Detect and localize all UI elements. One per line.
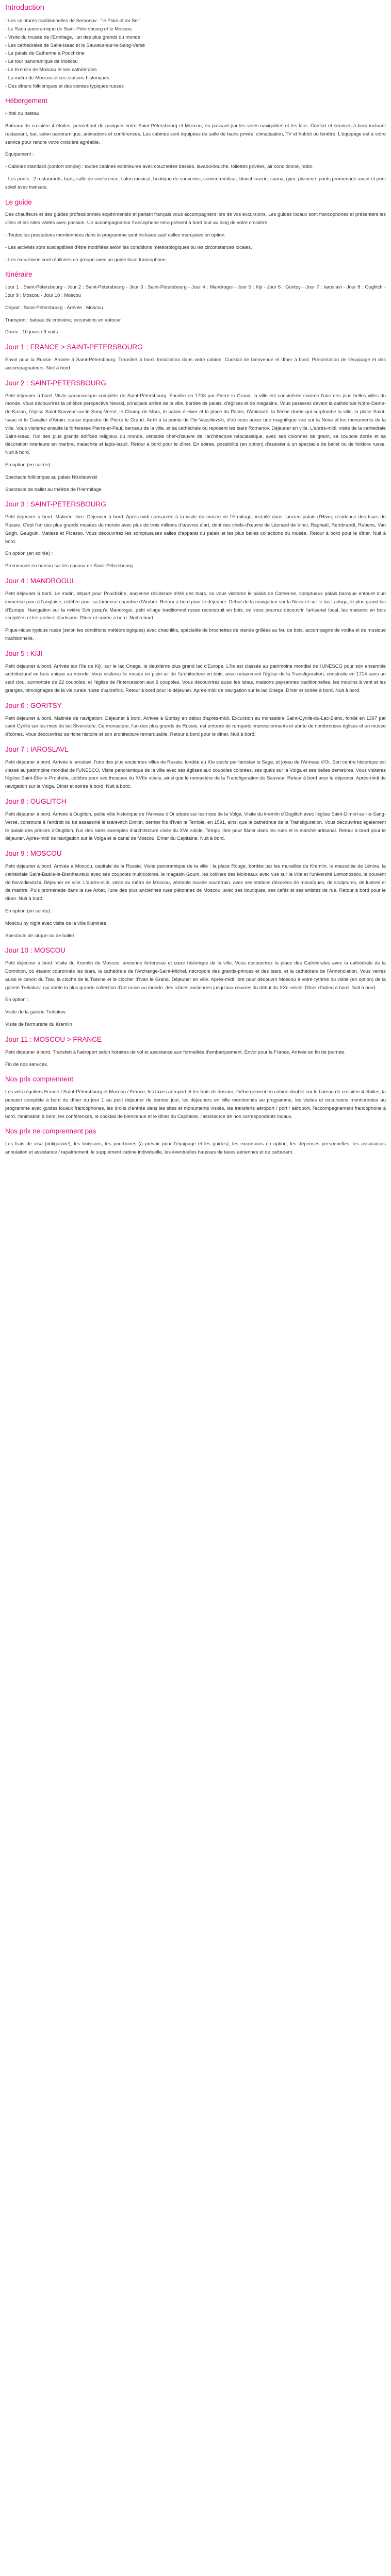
section-nos-prix-ne-comprennent-pas <box>5 1127 386 1156</box>
paragraph: Visite de l'armurerie du Kremlin <box>5 1021 72 1027</box>
paragraph: - Cabines standard (confort simple) : toutes cabines extérieures avec couchettes basses, lavabo/douche, toilettes privées, air conditionné, radio. <box>5 163 314 170</box>
list-item: - La métro de Moscou et ses stations historiques <box>5 74 109 80</box>
paragraph: Petit déjeuner à bord. Matinée libre. Déjeuner à bord. Après-midi consacrée à la visite du musée de l'Ermitage, installé dans l'ancien palais d'Hiver, résidence des tsars de Russie. C'est l'un des plus grands musées du monde avec plus de trois millions d'œuvres d'art, dont des chefs-d'œuvre de Léonard de Vinci, Raphaël, Rembrandt, Rubens, Van Gogh, Gauguin, Matisse et Picasso. Vous découvrirez les somptueuses salles d'apparat du palais et les plus belles collections du musée. Retour à bord pour le dîner. Nuit à bord. <box>5 514 386 544</box>
document-page <box>0 0 391 1176</box>
paragraph: - Les ponts : 2 restaurants, bars, salle de conférence, salon musical, boutique de souvenirs, service médical, blanchisserie, sauna, gym, plusieurs ponts promenade avant et pont soleil avec transats. <box>5 175 386 190</box>
list-item: - Les cathédrales de Saint-Isaac et le Sauveur-sur-le-Sang-Versé <box>5 42 145 48</box>
paragraph: Petit déjeuner à bord. Le matin, départ pour Pouchkine, ancienne résidence d'été des tsars, où vous visiterez le palais de Catherine, somptueux palais baroque entouré d'un immense parc à l'anglaise, célèbre pour sa fameuse chambre d'Ambre. Retour à bord pour le déjeuner. Début de la navigation sur la Neva et sur le lac Ladoga, le plus grand lac d'Europe. Navigation sur la rivière Svir jusqu'à Mandrogui, petit village traditionnel russe reconstruit en bois, où vous pourrez découvrir l'artisanat local, les maisons en bois sculptées et les ateliers d'artisans. Dîner et soirée à bord. Nuit à bord. <box>5 590 386 621</box>
paragraph: Les vols réguliers France / Saint-Pétersbourg et Moscou / France, les taxes aéroport et les frais de dossier, l'hébergement en cabine double sur le bateau de croisière 4 étoiles, la pension complète à bord du dîner du jour 1 au petit déjeuner du dernier jour, les déjeuners en ville mentionnés au programme, les visites et excursions mentionnées au programme avec guides locaux francophones, les droits d'entrée dans les sites et monuments visités, les transferts aéroport / port / aéroport, l'accompagnement francophone à bord, l'animation à bord, les conférences, le cocktail de bienvenue et le dîner du Capitaine, l'assistance de nos correspondants locaux. <box>5 1089 386 1119</box>
highlights-list <box>5 16 386 90</box>
list-item: - Le Kremlin de Moscou et ses cathédrales <box>5 66 97 72</box>
paragraph: En option (en soirée) : <box>5 461 53 467</box>
section-heading: Itinéraire <box>5 270 32 279</box>
paragraph: Fin de nos services. <box>5 1061 48 1067</box>
list-item: - Des dîners folkloriques et des soirées typiques russes <box>5 82 124 89</box>
section-jour-6-goritsy <box>5 702 386 738</box>
section-jour-8-ouglitch <box>5 798 386 842</box>
section-jour-2-saint-petersbourg <box>5 379 386 494</box>
paragraph: Équipement : <box>5 151 34 157</box>
paragraph: Des chauffeurs et des guides professionnels expérimentés et parlant français vous accompagnent lors de vos excursions. Les guides locaux sont francophones et présentent les villes et les sites visités avec passion. Un accompagnateur francophone sera présent à bord tout au long de votre croisière. <box>5 211 386 226</box>
paragraph: Les frais de visa (obligatoire), les boissons, les pourboires (à prévoir pour l'équipage et les guides), les excursions en option, les dépenses personnelles, les assurances annulation et assistance / rapatriement, le supplément cabine individuelle, les éventuelles hausses de taxes aériennes et de carburant. <box>5 1141 386 1155</box>
section-heading: Jour 11 : MOSCOU > FRANCE <box>5 1035 102 1043</box>
paragraph: Pique-nique typique russe (selon les conditions météorologiques) avec chachliks, spécialité de brochettes de viande grillées au feu de bois, accompagné de vodka et de musique traditionnelle. <box>5 627 386 641</box>
section-jour-5-kiji <box>5 650 386 694</box>
paragraph: Spectacle folklorique au palais Nikolaievski <box>5 473 97 480</box>
paragraph: Petit déjeuner à bord. Matinée de navigation. Déjeuner à bord. Arrivée à Goritsy en début d'après-midi. Excursion au monastère Saint-Cyrille-du-Lac-Blanc, fondé en 1397 par saint Cyrille sur les rives du lac Siverskoïe. Ce monastère, l'un des plus grands de Russie, est entouré de remparts impressionnants et abrite de nombreuses églises et un musée d'icônes. Vous découvrirez sa riche histoire et son architecture remarquable. Retour à bord pour le dîner. Nuit à bord. <box>5 715 386 737</box>
list-item: - Les ceintures traditionnelles de Semonov : "le Plain of du Sel" <box>5 18 141 24</box>
section-hebergement <box>5 97 386 191</box>
section-heading: Jour 6 : GORITSY <box>5 701 62 709</box>
list-item: - Le palais de Catherine à Pouchkine <box>5 50 85 56</box>
paragraph: En option : <box>5 996 28 1003</box>
paragraph: - Les activités sont susceptibles d'être modifiées selon les conditions météorologiques ou les circonstances locales. <box>5 244 252 250</box>
section-heading: Jour 7 : IAROSLAVL <box>5 745 69 754</box>
section-heading: Jour 10 : MOSCOU <box>5 946 66 955</box>
section-heading: Nos prix comprennent <box>5 1075 74 1083</box>
section-jour-7-iaroslavl <box>5 745 386 790</box>
section-heading: Hébergement <box>5 97 47 105</box>
section-jour-9-moscou <box>5 850 386 939</box>
section-nos-prix-comprennent <box>5 1075 386 1120</box>
paragraph: Petit déjeuner à bord. Visite du Kremlin de Moscou, ancienne forteresse et cœur historique de la ville. Vous découvrirez la place des Cathédrales avec la cathédrale de la Dormition, où étaient couronnés les tsars, la cathédrale de l'Archange-Saint-Michel, nécropole des grands-princes et des tsars, et la cathédrale de l'Annonciation. Vous verrez aussi le canon du Tsar, la cloche de la Tsarine et le clocher d'Ivan le Grand. Déjeuner en ville. Après-midi libre pour découvrir Moscou à votre rythme ou visite (en option) de la galerie Tretiakov, qui abrite la plus grande collection d'art russe au monde, des icônes anciennes jusqu'aux œuvres du début du XXe siècle. Dîner d'adieu à bord. Nuit à bord. <box>5 960 386 990</box>
list-item: - Visite du musée de l'Ermitage, l'un des plus grands du monde <box>5 33 140 40</box>
paragraph: En option (en soirée) : <box>5 908 53 913</box>
section-jour-4-mandrogui <box>5 577 386 642</box>
paragraph: Départ : Saint-Pétersbourg - Arrivée : Moscou <box>5 304 103 310</box>
section-heading: Jour 8 : OUGLITCH <box>5 798 67 806</box>
paragraph: Promenade en bateau sur les canaux de Saint-Pétersbourg <box>5 563 133 569</box>
section-jour-1-france-saint-petersbourg <box>5 343 386 371</box>
highlights-list <box>5 109 386 117</box>
paragraph: Visite de la galerie Tretiakov <box>5 1009 66 1015</box>
section-heading: Introduction <box>5 4 44 12</box>
paragraph: Petit déjeuner à bord. Visite panoramique complète de Saint-Pétersbourg. Fondée en 1703 par Pierre le Grand, la ville est considérée comme l'une des plus belles villes du monde. Vous découvrirez la célèbre perspective Nevski, principale artère de la ville, bordée de palais, d'églises et de magasins. Vous passerez devant la cathédrale Notre-Dame-de-Kazan, l'église Saint-Sauveur-sur-le-Sang-Versé, le Champ de Mars, le palais d'Hiver et la place du Palais, l'Amirauté, la flèche dorée qui surplombe la ville, la place Saint-Isaac et le Cavalier d'Airain, statue équestre de Pierre le Grand. Arrêt à la pointe de l'île Vassilievski, d'où vous aurez une magnifique vue sur la Neva et les monuments de la ville. Vous visiterez ensuite la forteresse Pierre-et-Paul, berceau de la ville, et sa cathédrale où reposent les tsars Romanov. Déjeuner en ville. L'après-midi, visite de la cathédrale Saint-Isaac, l'un des plus grands édifices religieux du monde, véritable chef-d'œuvre de l'architecture néoclassique, avec ses colonnes de granit, sa coupole dorée et sa décoration intérieure en marbre, malachite et lapis-lazuli. Retour à bord pour le dîner. En soirée, possibilité (en option) d'assister à un spectacle de ballet ou de folklore russe. Nuit à bord. <box>5 392 386 455</box>
section-jour-11-moscou-france <box>5 1036 386 1068</box>
section-itineraire <box>5 270 386 336</box>
section-heading: Jour 9 : MOSCOU <box>5 850 62 858</box>
paragraph: Petit déjeuner à bord. Transfert à l'aéroport selon horaires de vol et assistance aux formalités d'embarquement. Envol pour la France. Arrivée en fin de journée. <box>5 1048 346 1055</box>
paragraph: - Les excursions sont réalisées en groupe avec un guide local francophone. <box>5 256 167 262</box>
paragraph: Petit déjeuner à bord. Arrivée à Iaroslavl, l'une des plus anciennes villes de Russie, fondée au XIe siècle par Iaroslav le Sage, et joyau de l'Anneau d'Or. Son centre historique est classé au patrimoine mondial de l'UNESCO. Visite panoramique de la ville avec ses églises aux coupoles colorées, ses quais sur la Volga et ses belles demeures. Vous visiterez l'église Saint-Élie-le-Prophète, célèbre pour ses fresques du XVIIe siècle, ainsi que le monastère de la Transfiguration du Sauveur. Retour à bord pour le déjeuner. Après-midi de navigation sur la Volga. Dîner et soirée à bord. Nuit à bord. <box>5 758 386 789</box>
section-jour-10-moscou <box>5 946 386 1028</box>
paragraph: Envol pour la Russie. Arrivée à Saint-Pétersbourg. Transfert à bord. Installation dans votre cabine. Cocktail de bienvenue et dîner à bord. Présentation de l'équipage et des accompagnateurs. Nuit à bord. <box>5 357 386 370</box>
section-introduction <box>5 3 386 90</box>
paragraph: Petit déjeuner à bord. Arrivée à Moscou, capitale de la Russie. Visite panoramique de la ville : la place Rouge, bordée par les murailles du Kremlin, le mausolée de Lénine, la cathédrale Saint-Basile-le-Bienheureux avec ses coupoles multicolores, le magasin Goum, les collines des Moineaux avec vue sur la ville et l'université Lomonossov, le couvent de Novodievitchi. Déjeuner en ville. L'après-midi, visite du métro de Moscou, véritable musée souterrain, avec ses stations décorées de mosaïques, de sculptures, de lustres et de marbre. Puis promenade dans la rue Arbat, l'une des plus anciennes rues piétonnes de Moscou, avec ses boutiques, ses cafés et ses artistes de rue. Retour à bord pour le dîner. Nuit à bord. <box>5 863 386 902</box>
list-item: Hôtel ou bateau <box>5 110 40 116</box>
section-heading: Le guide <box>5 198 32 206</box>
paragraph: Moscou by night avec visite de la ville illuminée <box>5 920 106 926</box>
paragraph: En option (en soirée) : <box>5 550 53 556</box>
paragraph: Petit déjeuner à bord. Arrivée sur l'île de Kiji, sur le lac Onega, le deuxième plus grand lac d'Europe. L'île est classée au patrimoine mondial de l'UNESCO pour son ensemble architectural en bois unique au monde. Vous visiterez le musée en plein air de l'architecture en bois, avec notamment l'église de la Transfiguration, construite en 1714 sans un seul clou, surmontée de 22 coupoles, et l'église de l'Intercession aux 9 coupoles. Vous découvrirez aussi les isbas, maisons paysannes traditionnelles, les moulins à vent et les granges, témoignages de la vie rurale russe d'autrefois. Retour à bord pour le déjeuner. Après-midi de navigation sur le lac Onega. Dîner et soirée à bord. Nuit à bord. <box>5 663 386 693</box>
list-item: - Le tour panoramique de Moscou <box>5 58 78 64</box>
section-le-guide <box>5 198 386 264</box>
section-heading: Jour 4 : MANDROGUI <box>5 577 74 585</box>
paragraph: Transport : bateau de croisière, excursions en autocar <box>5 316 121 323</box>
section-heading: Jour 3 : SAINT-PETERSBOURG <box>5 500 106 509</box>
section-heading: Jour 1 : FRANCE > SAINT-PETERSBOURG <box>5 343 143 351</box>
paragraph: Durée : 10 jours / 9 nuits <box>5 329 58 335</box>
list-item: - Le Sarja panoramique de Saint-Pétersbourg et le Moscou <box>5 25 132 31</box>
paragraph: Jour 1 : Saint-Pétersbourg - Jour 2 : Saint-Pétersbourg - Jour 3 : Saint-Pétersbourg - Jour 4 : Mandrogui - Jour 5 : Kiji - Jour 6 : Goritsy - Jour 7 : Iaroslavl - Jour 8 : Ouglitch - Jour 9 : Moscou - Jour 10 : Moscou <box>5 284 386 298</box>
section-heading: Nos prix ne comprennent pas <box>5 1127 96 1136</box>
section-jour-3-saint-petersbourg <box>5 500 386 570</box>
section-heading: Jour 2 : SAINT-PETERSBOURG <box>5 379 106 387</box>
section-heading: Jour 5 : KIJI <box>5 649 43 657</box>
paragraph: Petit déjeuner à bord. Arrivée à Ouglitch, petite ville historique de l'Anneau d'Or située sur les rives de la Volga. Visite du kremlin d'Ouglitch avec l'église Saint-Dimitri-sur-le-Sang-Versé, construite à l'endroit où fut assassiné le tsarévitch Dimitri, dernier fils d'Ivan le Terrible, en 1591, ainsi que la cathédrale de la Transfiguration. Vous découvrirez également le palais des princes d'Ouglitch, l'un des rares exemples d'architecture civile du XVe siècle. Temps libre pour flâner dans les rues et le marché artisanal. Retour à bord pour le déjeuner. Après-midi de navigation sur la Volga et le canal de Moscou. Dîner du Capitaine. Nuit à bord. <box>5 810 386 841</box>
paragraph: Bateaux de croisière 4 étoiles, permettant de naviguer entre Saint-Pétersbourg et Moscou, en passant par les voies navigables et les lacs. Confort et services à bord incluant restaurant, bar, salon panoramique, animations et conférences. Les cabines sont équipées de salle de bains privée, climatisation, TV et hublot ou fenêtre. L'équipage est à votre service pour rendre votre croisière agréable. <box>5 122 386 145</box>
paragraph: Spectacle de cirque ou de ballet <box>5 932 74 938</box>
paragraph: Spectacle de ballet au théâtre de l'Hermitage <box>5 486 102 492</box>
paragraph: - Toutes les prestations mentionnées dans le programme sont incluses sauf celles marquées en option. <box>5 232 226 238</box>
